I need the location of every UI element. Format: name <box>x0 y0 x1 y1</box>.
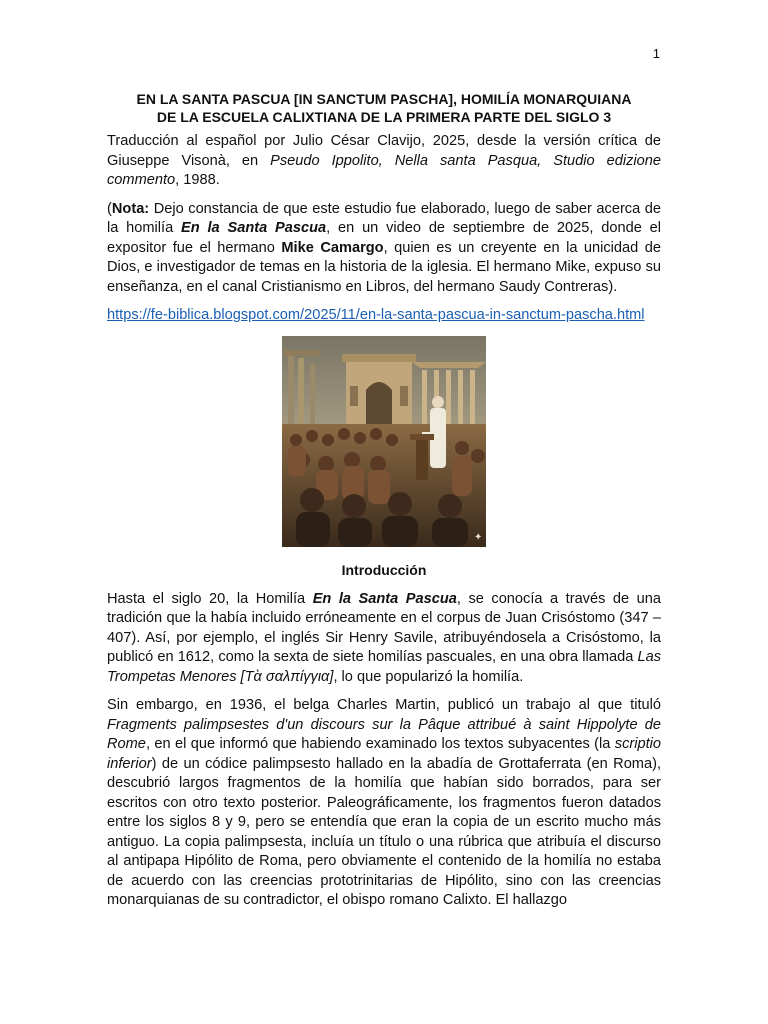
figure-container <box>107 336 661 552</box>
document-body <box>107 90 661 920</box>
italic-run: Fragments palimpsestes d'un discours sur la Pâque attribué à saint Hippolyte de Rome <box>107 716 661 752</box>
page-number: 1 <box>652 46 660 61</box>
preacher-crowd-illustration <box>282 336 486 547</box>
section-heading: Introducción <box>341 561 427 578</box>
title-line-1: EN LA SANTA PASCUA [IN SANCTUM PASCHA], HOMILÍA MONARQUIANA <box>136 91 632 107</box>
text-run: Sin embargo, en 1936, el belga Charles Martin, publicó un trabajo al que tituló <box>107 697 661 713</box>
blog-link[interactable]: https://fe-biblica.blogspot.com/2025/11/en-la-santa-pascua-in-sanctum-pascha.html <box>107 307 645 323</box>
text-run: ) de un códice palimpsesto hallado en la abadía de Grottaferrata (en Roma), descubrió largos fragmentos de la homilía que habían sido borrados, para ser escritos con otro texto posterior. Paleográficamente, los fragmentos fueron datados entre los siglos 8 y 9, pero se entendía que eran la copia de un escrito mucho más antiguo. La copia palimpsesta, incluía un título o una rúbrica que atribuía el discurso al antipapa Hipólito de Roma, pero obviamente el contenido de la homilía no estaba de acuerdo con las creencias prototrinitarias de Hipólito, sino con las creencias monarquianas de su contradictor, el obispo romano Calixto. El hallazgo <box>107 755 661 908</box>
italic-run: Pseudo Ippolito, Nella santa Pasqua, Studio edizione commento <box>107 152 661 188</box>
note-paragraph <box>107 200 661 298</box>
bold-italic-run: En la Santa Pascua <box>181 220 327 236</box>
text-run: , quien es un creyente en la unicidad de Dios, e investigador de temas en la historia de la iglesia. El hermano Mike, expuso su enseñanza, en el canal Cristianismo en Libros, del hermano Saudy Contreras). <box>107 239 661 295</box>
text-run: , se conocía a través de una tradición que la había incluido erróneamente en el corpus de Juan Crisóstomo (347 – 407). Así, por ejemplo, el inglés Sir Henry Savile, atribuyéndosela a Crisóstomo, la publicó en 1612, como la sexta de siete homilías pascuales, en una obra llamada <box>107 590 661 665</box>
text-run: Hasta el siglo 20, la Homilía <box>107 590 313 607</box>
bold-italic-run: En la Santa Pascua <box>312 590 457 607</box>
svg-text:✦: ✦ <box>474 531 483 543</box>
text-run: , en un video de septiembre de 2025, donde el expositor fue el hermano <box>107 220 661 256</box>
bold-run: Nota: <box>111 200 150 217</box>
text-run: ( <box>107 200 112 217</box>
text-run: , en el que informó que habiendo examinado los textos subyacentes (la <box>145 736 615 752</box>
intro-paragraph-2 <box>107 696 661 911</box>
intro-paragraph-1 <box>107 590 661 688</box>
text-run: Traducción al español por Julio César Clavijo, 2025, desde la versión crítica de Giuseppe Visonà, en <box>107 133 661 169</box>
translation-note-paragraph <box>107 132 661 191</box>
text-run: , 1988. <box>175 172 220 188</box>
text-run: Dejo constancia de que este estudio fue elaborado, luego de saber acerca de la homilía <box>107 200 661 236</box>
bold-run: Mike Camargo <box>281 239 384 256</box>
italic-run: scriptio inferior <box>107 736 661 772</box>
title-line-2: DE LA ESCUELA CALIXTIANA DE LA PRIMERA PARTE DEL SIGLO 3 <box>156 109 612 125</box>
italic-run: Las Trompetas Menores [Τὰ σαλπίγγια] <box>107 649 661 685</box>
text-run: , lo que popularizó la homilía. <box>333 668 524 685</box>
document-title <box>107 90 661 126</box>
